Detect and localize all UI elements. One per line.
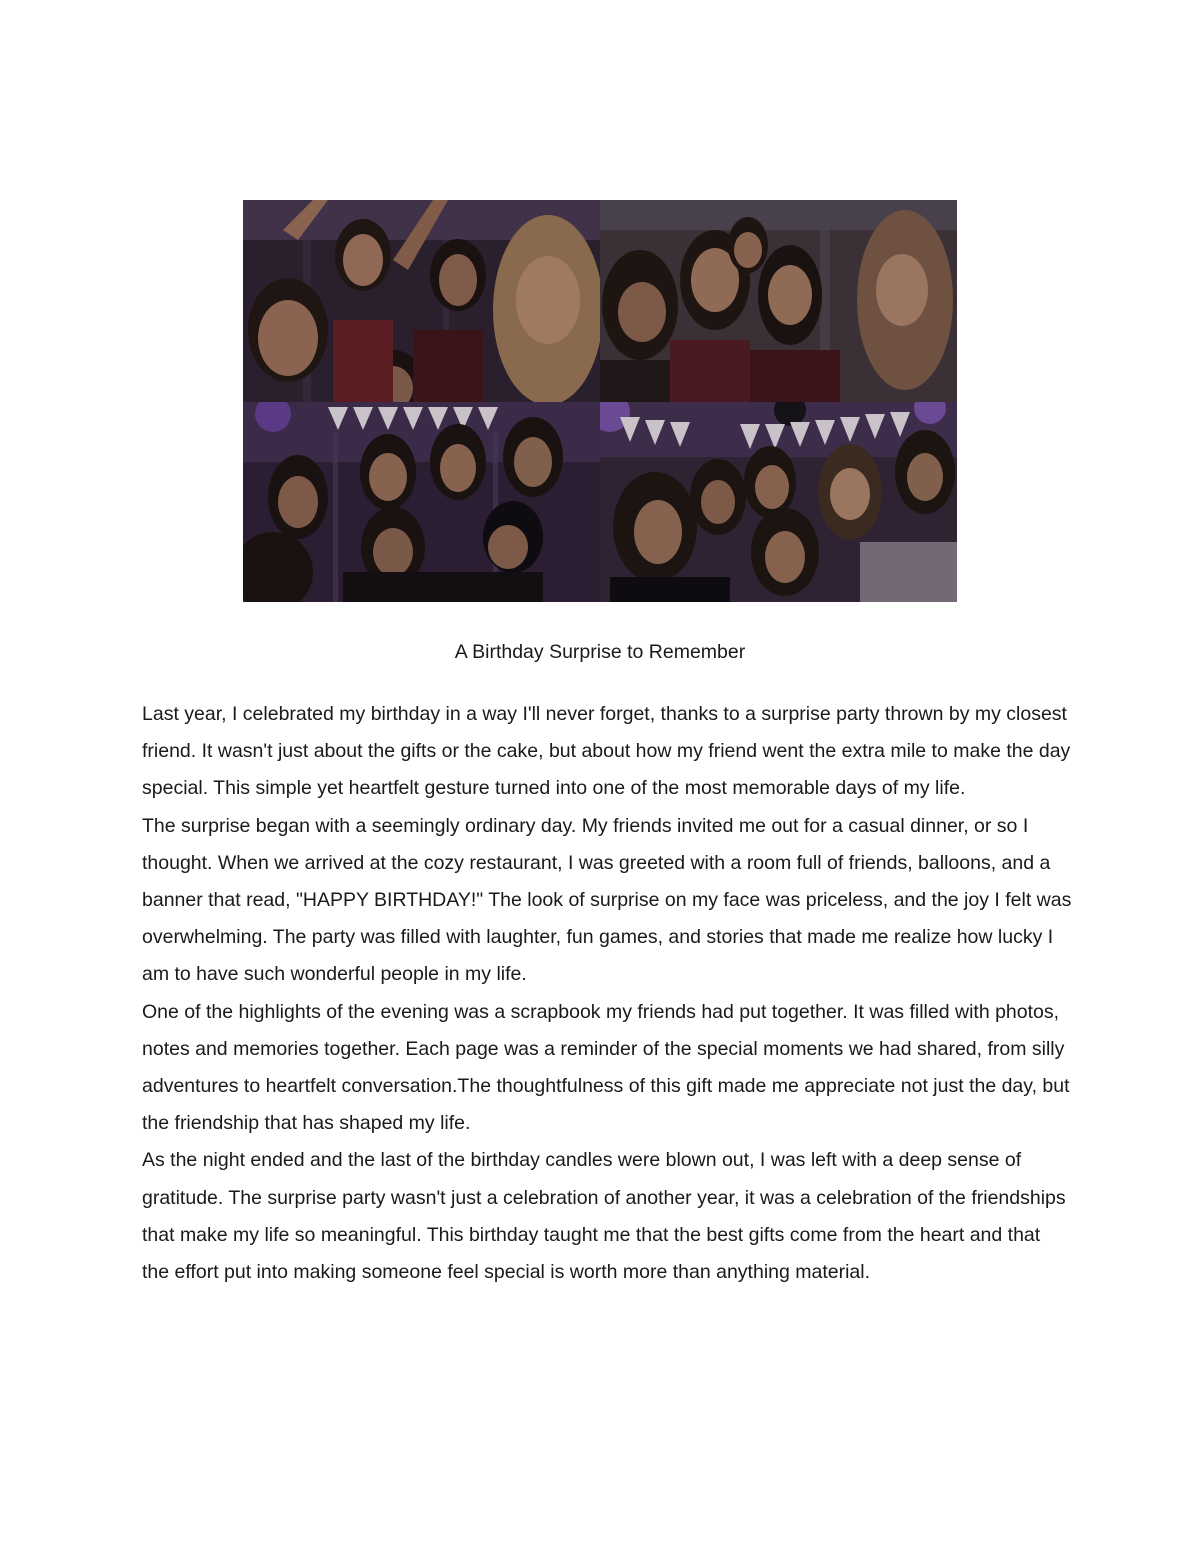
paragraph: As the night ended and the last of the birthday candles were blown out, I was left with a deep sense of gratitude. The surprise party wasn't just a celebration of another year, it was a celebration of the friendships that make my life so meaningful. This birthday taught me that the best gifts come from the heart and that the effort put into making someone feel special is worth more than anything material.: [142, 1149, 1066, 1284]
paragraph: Last year, I celebrated my birthday in a way I'll never forget, thanks to a surprise party thrown by my closest friend. It wasn't just about the gifts or the cake, but about how my friend went the extra mile to make the day special. This simple yet heartfelt gesture turned into one of the most memorable days of my life.: [142, 703, 1071, 800]
paragraph: One of the highlights of the evening was a scrapbook my friends had put together. It was filled with photos, notes and memories together. Each page was a reminder of the special moments we had shared, from silly adventures to heartfelt conversation.The thoughtfulness of this gift made me appreciate not just the day, but the friendship that has shaped my life.: [142, 1000, 1070, 1135]
group-selfie-photo-1: [243, 200, 600, 402]
document-body: [142, 696, 1072, 1291]
document-title: A Birthday Surprise to Remember: [454, 641, 746, 663]
group-selfie-photo-4: [600, 402, 957, 602]
group-selfie-photo-3: [243, 402, 600, 602]
paragraph: The surprise began with a seemingly ordinary day. My friends invited me out for a casual dinner, or so I thought. When we arrived at the cozy restaurant, I was greeted with a room full of friends, balloons, and a banner that read, "HAPPY BIRTHDAY!" The look of surprise on my face was priceless, and the joy I felt was overwhelming. The party was filled with laughter, fun games, and stories that made me realize how lucky I am to have such wonderful people in my life.: [142, 814, 1072, 986]
group-selfie-photo-2: [600, 200, 957, 402]
photo-collage: [243, 200, 957, 602]
